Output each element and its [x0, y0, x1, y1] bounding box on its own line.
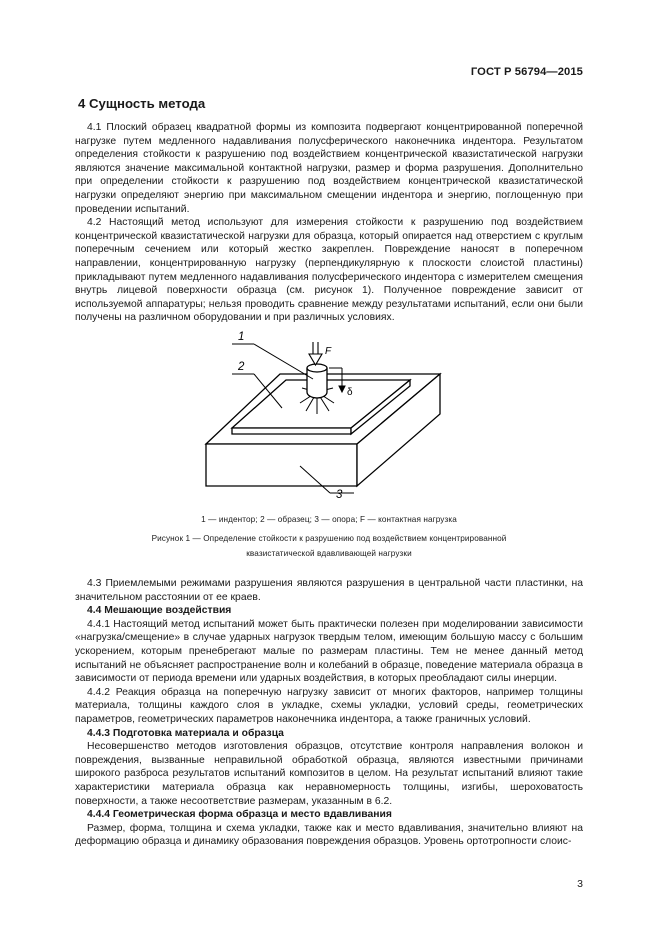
callout-3: 3	[336, 489, 343, 501]
figure-caption-line-1: Рисунок 1 — Определение стойкости к разрушению под воздействием концентрированной	[151, 534, 507, 543]
paragraph-4-1: 4.1 Плоский образец квадратной формы из композита подвергают концентрированной поперечной нагрузке путем медленного надавливания полусферического наконечника индентора. Результатом определения стойкости к разрушению под воздействием концентрической квазистатической нагрузки являются значение максимальной контактной нагрузки, размер и форма разрушения. Дополнительно при определении стойкости к разрушению под воздействием концентрической квазистатической нагрузки определяют энергию при максимальном смещении индентора и энергию, поглощенную при проведении испытаний.	[75, 122, 583, 215]
paragraph-4-4-1: 4.4.1 Настоящий метод испытаний может быть практически полезен при моделировании зависимости «нагрузка/смещение» в случае ударных нагрузок твердым телом, имеющим большую массу с большим ускорением, которым пренебрегают малые по размерам пластины. Тем не менее данный метод испытаний не объясняет распространение волн и колебаний в образце, поведение материала образца в зависимости от периода времени или ударных воздействия, в которых преобладают силы инерции.	[75, 618, 583, 685]
paragraph-4-4-3: Несовершенство методов изготовления образцов, отсутствие контроля направления волокон и повреждения, вызванные неправильной обработкой образца, являются известными причинами широкого разброса результатов испытаний композитов в целом. На результат испытаний влияют такие характеристики материала образца как неравномерность толщины, изгибы, шероховатость поверхности, а также несоответствие размерам, указанным в 6.2.	[75, 741, 583, 807]
text-block-main	[75, 577, 583, 849]
document-code: ГОСТ Р 56794—2015	[470, 66, 583, 78]
paragraph-4-2: 4.2 Настоящий метод используют для измерения стойкости к разрушению под воздействием концентрической квазистатической нагрузки для образца, который опирается над отверстием с круглым поперечным сечением или который жестко закреплен. Повреждение наносят в поперечном направлении, концентрированную нагрузку (перпендикулярную к плоскости слоистой пластины) прикладывают путем медленного надавливания полусферического индентора с измерителем смещения внутрь лицевой поверхности образца (см. рисунок 1). Полученное повреждение зависит от используемой аппаратуры; нельзя проводить сравнение между результатами испытаний, если они были получены на различном оборудовании и при различных условиях.	[75, 217, 583, 324]
indentation-diagram	[196, 322, 456, 512]
indentor	[307, 364, 327, 398]
heading-4-4: 4.4 Мешающие воздействия	[87, 605, 232, 617]
delta-label: δ	[347, 387, 353, 398]
callout-2: 2	[238, 361, 245, 373]
figure-legend: 1 — индентор; 2 — образец; 3 — опора; F — контактная нагрузка	[201, 515, 457, 524]
page-number: 3	[577, 878, 583, 890]
callout-1: 1	[238, 331, 245, 343]
specimen-front-face	[232, 428, 351, 434]
support-front-face	[206, 444, 357, 486]
figure-caption	[75, 531, 583, 561]
heading-4-4-3: 4.4.3 Подготовка материала и образца	[87, 727, 284, 739]
section-title: 4 Сущность метода	[78, 96, 206, 111]
figure-caption-line-2: квазистатической вдавливающей нагрузки	[246, 549, 412, 558]
force-arrow	[309, 342, 322, 365]
force-label: F	[325, 346, 332, 357]
text-block-intro	[75, 121, 583, 325]
paragraph-4-4-4: Размер, форма, толщина и схема укладки, также как и место вдавливания, значительно влияют на деформацию образца и динамику образования повреждения образцов. Уровень ортотропности слоис-	[75, 822, 583, 848]
paragraph-4-3: 4.3 Приемлемыми режимами разрушения являются разрушения в центральной части пластинки, на значительном расстоянии от ее краев.	[75, 578, 583, 603]
heading-4-4-4: 4.4.4 Геометрическая форма образца и место вдавливания	[87, 809, 392, 821]
paragraph-4-4-2: 4.4.2 Реакция образца на поперечную нагрузку зависит от многих факторов, например толщины материала, толщины каждого слоя в укладке, схемы укладки, условий среды, геометрических параметров, геометрических параметров наконечника индентора, а также граничных условий.	[75, 686, 583, 725]
